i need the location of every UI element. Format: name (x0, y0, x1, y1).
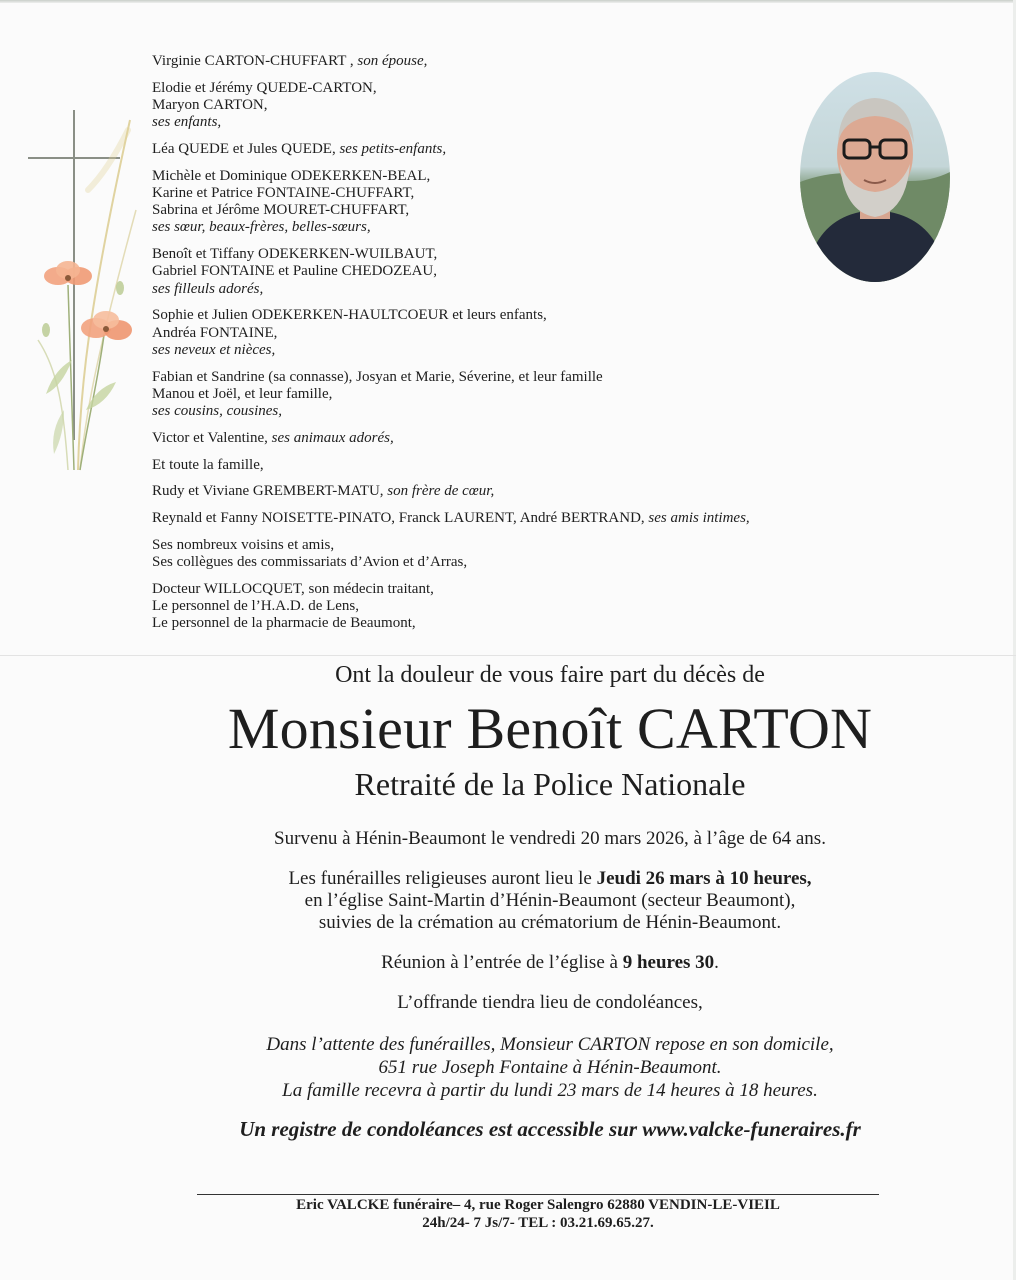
family-group (152, 537, 872, 571)
family-member-text: Sophie et Julien ODEKERKEN-HAULTCOEUR et leurs enfants, (152, 307, 547, 324)
family-member-text: Karine et Patrice FONTAINE-CHUFFART, (152, 185, 415, 201)
poppy-flower-icon (44, 261, 92, 285)
family-member-text: Docteur WILLOCQUET, son médecin traitant, (152, 581, 434, 597)
family-relation: ses cousins, cousines, (152, 403, 282, 420)
reunion-time: 9 heures 30 (622, 952, 715, 973)
reunion-prefix: Réunion à l’entrée de l’église à (381, 952, 623, 973)
funeral-prefix: Les funérailles religieuses auront lieu le (288, 868, 597, 889)
family-line (152, 53, 872, 70)
family-line (152, 581, 872, 598)
family-group (152, 581, 872, 633)
family-line (152, 386, 872, 403)
family-member-text: Le personnel de la pharmacie de Beaumont, (152, 615, 416, 632)
repose-notice (0, 1033, 1016, 1102)
footer-address: Eric VALCKE funéraire– 4, rue Roger Salengro 62880 VENDIN-LE-VIEIL (296, 1197, 780, 1213)
family-line (152, 219, 872, 236)
family-member-text: Léa QUEDE et Jules QUEDE, (152, 141, 340, 157)
family-relation: ses neveux et nièces, (152, 341, 276, 358)
family-line (152, 483, 872, 500)
announcement (0, 660, 1016, 1142)
family-member-text: Sabrina et Jérôme MOURET-CHUFFART, (152, 202, 410, 219)
family-line (152, 369, 872, 386)
family-relation: ses filleuls adorés, (152, 280, 264, 297)
family-group (152, 483, 872, 500)
family-line (152, 342, 872, 359)
family-line (152, 307, 872, 324)
reunion-suffix: . (714, 952, 719, 973)
family-relation: son frère de cœur, (387, 483, 495, 500)
family-relation: son épouse, (357, 53, 428, 69)
family-member-text: Gabriel FONTAINE et Pauline CHEDOZEAU, (152, 263, 437, 280)
family-line (152, 430, 872, 447)
family-line (152, 554, 872, 571)
funeral-details (0, 868, 1016, 934)
family-line (152, 615, 872, 632)
family-line (152, 202, 872, 219)
family-member-text: Virginie CARTON-CHUFFART , (152, 53, 358, 69)
family-line (152, 114, 872, 131)
funeral-home-footer (0, 1196, 1016, 1232)
family-member-text: Fabian et Sandrine (sa connasse), Josyan et Marie, Séverine, et leur famille (152, 368, 603, 385)
family-line (152, 598, 872, 615)
family-relation: ses enfants, (152, 114, 222, 131)
repose-line-2: 651 rue Joseph Fontaine à Hénin-Beaumont. (378, 1057, 722, 1078)
family-line (152, 141, 872, 158)
family-member-text: Andréa FONTAINE, (152, 324, 278, 341)
family-group (152, 141, 872, 158)
family-group (152, 369, 872, 421)
page-edge (0, 0, 1016, 3)
family-member-text: Reynald et Fanny NOISETTE-PINATO, Franck LAURENT, André BERTRAND, (152, 510, 649, 527)
family-line (152, 510, 872, 527)
poppy-flower-icon-2 (81, 311, 132, 340)
reunion-notice (0, 951, 1016, 975)
death-notice: Survenu à Hénin-Beaumont le vendredi 20 mars 2026, à l’âge de 64 ans. (274, 828, 826, 849)
family-member-text: Benoît et Tiffany ODEKERKEN-WUILBAUT, (152, 246, 438, 263)
deceased-profession: Retraité de la Police Nationale (354, 766, 746, 802)
family-group (152, 430, 872, 447)
funeral-cremation: suivies de la crémation au crématorium de Hénin-Beaumont. (318, 912, 782, 933)
announcement-intro: Ont la douleur de vous faire part du décès de (335, 662, 765, 688)
condolence-register: Un registre de condoléances est accessible sur www.valcke-funeraires.fr (239, 1117, 861, 1141)
family-member-text: Michèle et Dominique ODEKERKEN-BEAL, (152, 167, 431, 184)
family-relation: ses animaux adorés, (271, 429, 394, 446)
family-line (152, 403, 872, 420)
portrait-photo (800, 72, 950, 282)
family-group (152, 53, 872, 70)
family-group (152, 457, 872, 474)
family-line (152, 281, 872, 298)
family-member-text: Ses nombreux voisins et amis, (152, 537, 335, 553)
family-line (152, 168, 872, 185)
family-line (152, 325, 872, 342)
funeral-church: en l’église Saint-Martin d’Hénin-Beaumont (secteur Beaumont), (304, 890, 796, 911)
family-line (152, 537, 872, 554)
family-group (152, 168, 872, 237)
family-member-text: Maryon CARTON, (152, 97, 268, 113)
footer-divider (197, 1194, 879, 1195)
footer-contact: 24h/24- 7 Js/7- TEL : 03.21.69.65.27. (422, 1215, 654, 1231)
family-member-text: Elodie et Jérémy QUEDE-CARTON, (152, 79, 377, 96)
family-line (152, 97, 872, 114)
family-member-text: Rudy et Viviane GREMBERT-MATU, (152, 483, 388, 500)
family-group (152, 510, 872, 527)
family-line (152, 457, 872, 474)
family-group (152, 80, 872, 132)
family-member-text: Manou et Joël, et leur famille, (152, 385, 333, 402)
family-line (152, 263, 872, 280)
repose-line-1: Dans l’attente des funérailles, Monsieur CARTON repose en son domicile, (266, 1034, 834, 1055)
funeral-date: Jeudi 26 mars à 10 heures, (596, 868, 812, 889)
family-line (152, 80, 872, 97)
offering-notice: L’offrande tiendra lieu de condoléances, (397, 992, 703, 1013)
family-group (152, 307, 872, 359)
family-relation: ses sœur, beaux-frères, belles-sœurs, (152, 219, 371, 236)
fold-line (0, 655, 1016, 656)
family-relation: ses petits-enfants, (339, 141, 447, 157)
family-group (152, 246, 872, 298)
family-list (152, 53, 872, 642)
family-member-text: Le personnel de l’H.A.D. de Lens, (152, 598, 360, 615)
family-line (152, 246, 872, 263)
family-member-text: Ses collègues des commissariats d’Avion et d’Arras, (152, 554, 468, 571)
repose-line-3: La famille recevra à partir du lundi 23 mars de 14 heures à 18 heures. (282, 1080, 818, 1101)
cross-flowers-decoration (28, 110, 138, 480)
deceased-name: Monsieur Benoît CARTON (227, 696, 873, 761)
family-member-text: Victor et Valentine, (152, 429, 272, 446)
family-member-text: Et toute la famille, (152, 456, 264, 473)
family-line (152, 185, 872, 202)
family-relation: ses amis intimes, (648, 510, 750, 527)
